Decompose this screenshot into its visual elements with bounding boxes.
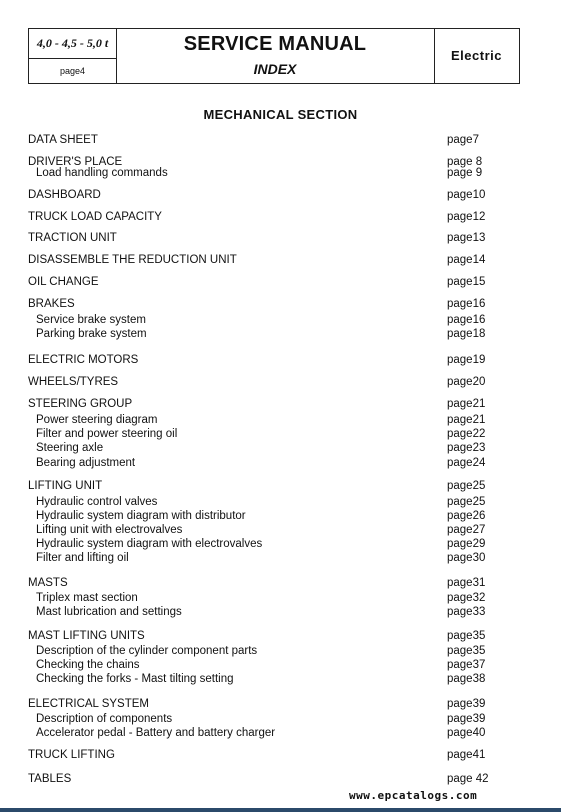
toc-subentry-label: Hydraulic system diagram with distributor — [36, 510, 246, 522]
toc-page-ref: page39 — [447, 698, 486, 710]
toc-subentry-label: Power steering diagram — [36, 414, 158, 426]
toc-entry-label: TRACTION UNIT — [28, 232, 117, 244]
toc-entry-label: STEERING GROUP — [28, 398, 133, 410]
toc-page-ref: page27 — [447, 524, 486, 536]
toc-page-ref: page21 — [447, 398, 486, 410]
toc-page-ref: page38 — [447, 673, 486, 685]
toc-page-ref: page40 — [447, 727, 486, 739]
toc-entry-label: ELECTRIC MOTORS — [28, 354, 139, 366]
toc-entry-label: WHEELS/TYRES — [28, 376, 119, 388]
toc-page-ref: page30 — [447, 552, 486, 564]
manual-title: SERVICE MANUAL — [183, 33, 367, 55]
toc-subentry-label: Mast lubrication and settings — [36, 606, 182, 618]
page-number: page4 — [59, 66, 86, 76]
toc-subentry-label: Lifting unit with electrovalves — [36, 524, 183, 536]
toc-page-ref: page39 — [447, 713, 486, 725]
toc-page-ref: page23 — [447, 442, 486, 454]
toc-page-ref: page16 — [447, 298, 486, 310]
toc-subentry-label: Description of the cylinder component parts — [36, 645, 258, 657]
toc-subentry-label: Checking the forks - Mast tilting setting — [36, 673, 234, 685]
toc-subentry-label: Parking brake system — [36, 328, 147, 340]
toc-subentry-label: Hydraulic control valves — [36, 496, 158, 508]
toc-page-ref: page 9 — [447, 167, 483, 179]
toc-page-ref: page22 — [447, 428, 486, 440]
toc-page-ref: page18 — [447, 328, 486, 340]
toc-page-ref: page7 — [447, 134, 479, 146]
toc-page-ref: page10 — [447, 189, 486, 201]
toc-subentry-label: Bearing adjustment — [36, 457, 136, 469]
toc-page-ref: page37 — [447, 659, 486, 671]
toc-page-ref: page16 — [447, 314, 486, 326]
toc-page-ref: page31 — [447, 577, 486, 589]
truck-type: Electric — [451, 48, 502, 63]
bottom-bar — [0, 808, 561, 812]
toc-subentry-label: Filter and lifting oil — [36, 552, 129, 564]
toc-entry-label: MAST LIFTING UNITS — [28, 630, 145, 642]
toc-entry-label: LIFTING UNIT — [28, 480, 103, 492]
section-title: MECHANICAL SECTION — [203, 107, 358, 122]
toc-subentry-label: Hydraulic system diagram with electrovalves — [36, 538, 263, 550]
toc-entry-label: TRUCK LIFTING — [28, 749, 115, 761]
toc-entry-label: TABLES — [28, 773, 72, 785]
toc-page-ref: page32 — [447, 592, 486, 604]
toc-page-ref: page12 — [447, 211, 486, 223]
toc-page-ref: page41 — [447, 749, 486, 761]
toc-subentry-label: Checking the chains — [36, 659, 140, 671]
toc-entry-label: TRUCK LOAD CAPACITY — [28, 211, 162, 223]
model-range: 4,0 - 4,5 - 5,0 t — [29, 29, 116, 59]
toc-subentry-label: Steering axle — [36, 442, 104, 454]
manual-subtitle: INDEX — [253, 61, 297, 77]
toc-page-ref: page25 — [447, 496, 486, 508]
toc-page-ref: page13 — [447, 232, 486, 244]
toc-entry-label: DRIVER'S PLACE — [28, 156, 123, 168]
toc-entry-label: BRAKES — [28, 298, 75, 310]
toc-page-ref: page35 — [447, 630, 486, 642]
toc-page-ref: page14 — [447, 254, 486, 266]
toc-page-ref: page15 — [447, 276, 486, 288]
toc-entry-label: DASHBOARD — [28, 189, 101, 201]
toc-subentry-label: Description of components — [36, 713, 173, 725]
toc-subentry-label: Accelerator pedal - Battery and battery charger — [36, 727, 276, 739]
watermark: www.epcatalogs.com — [349, 789, 478, 802]
toc-entry-label: OIL CHANGE — [28, 276, 99, 288]
toc-subentry-label: Filter and power steering oil — [36, 428, 178, 440]
toc-subentry-label: Load handling commands — [36, 167, 168, 179]
toc-entry-label: DATA SHEET — [28, 134, 98, 146]
toc-page-ref: page35 — [447, 645, 486, 657]
toc-page-ref: page29 — [447, 538, 486, 550]
toc-page-ref: page25 — [447, 480, 486, 492]
toc-subentry-label: Triplex mast section — [36, 592, 138, 604]
toc-page-ref: page24 — [447, 457, 486, 469]
toc-page-ref: page19 — [447, 354, 486, 366]
toc-page-ref: page33 — [447, 606, 486, 618]
toc-entry-label: DISASSEMBLE THE REDUCTION UNIT — [28, 254, 237, 266]
toc-subentry-label: Service brake system — [36, 314, 146, 326]
toc-page-ref: page 8 — [447, 156, 483, 168]
toc-page-ref: page20 — [447, 376, 486, 388]
toc-page-ref: page 42 — [447, 773, 489, 785]
toc-entry-label: ELECTRICAL SYSTEM — [28, 698, 149, 710]
toc-page-ref: page21 — [447, 414, 486, 426]
toc-entry-label: MASTS — [28, 577, 68, 589]
toc-page-ref: page26 — [447, 510, 486, 522]
